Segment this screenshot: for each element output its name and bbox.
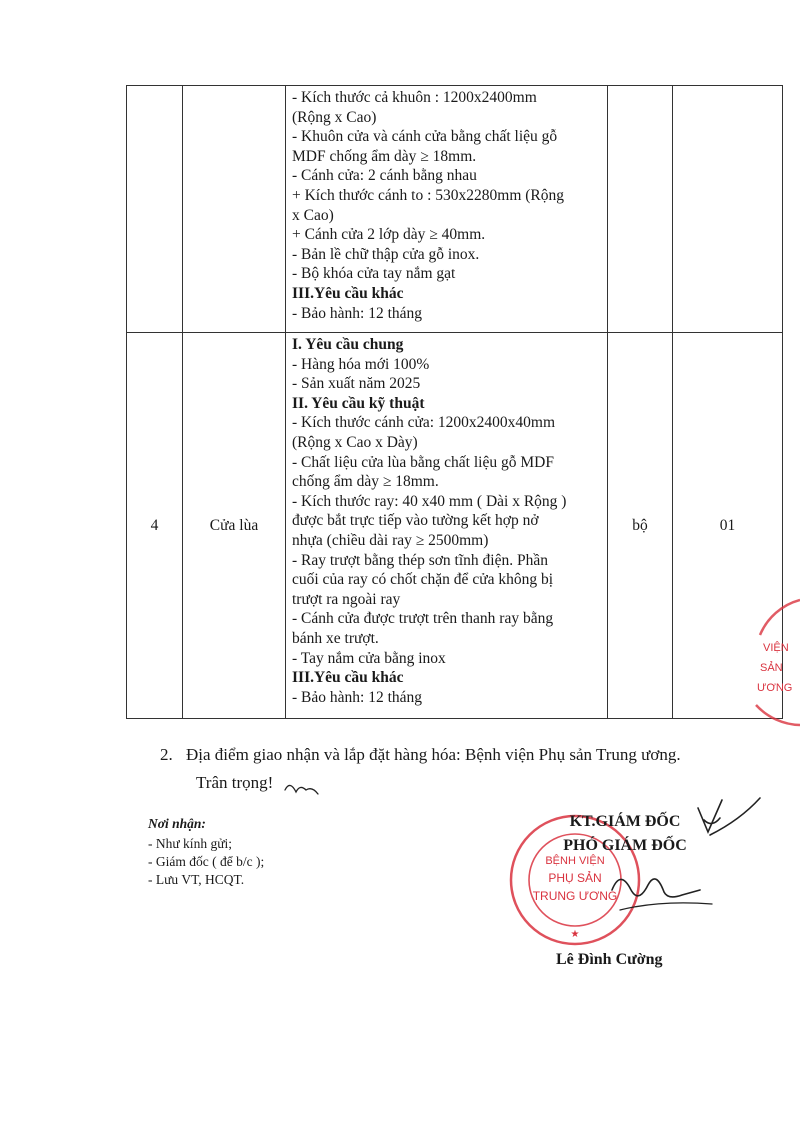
spec-line: - Khuôn cửa và cánh cửa bằng chất liệu gỗ bbox=[292, 128, 558, 146]
spec-line: - Bảo hành: 12 tháng bbox=[292, 688, 423, 706]
seal-text-line: BỆNH VIỆN bbox=[545, 855, 605, 867]
seal-text-line: PHỤ SẢN bbox=[548, 871, 602, 885]
spec-line: - Kích thước ray: 40 x40 mm ( Dài x Rộng ) bbox=[292, 492, 567, 510]
spec-line: + Kích thước cánh to : 530x2280mm (Rộng bbox=[292, 186, 565, 204]
signature-title-line2: PHÓ GIÁM ĐỐC bbox=[563, 837, 687, 854]
spec-line: bánh xe trượt. bbox=[292, 629, 379, 647]
spec-line: cuối của ray có chốt chặn để cửa không bị bbox=[292, 571, 554, 589]
recipient-item: - Lưu VT, HCQT. bbox=[148, 872, 245, 887]
edge-seal-text: VIỆN bbox=[763, 642, 789, 654]
section-heading: I. Yêu cầu chung bbox=[292, 336, 404, 353]
spec-line: - Cánh cửa được trượt trên thanh ray bằng bbox=[292, 610, 554, 628]
section-heading: II. Yêu cầu kỹ thuật bbox=[292, 394, 425, 412]
recipient-item: - Như kính gửi; bbox=[148, 836, 233, 851]
signature-block bbox=[520, 810, 730, 858]
spec-line: - Kích thước cả khuôn : 1200x2400mm bbox=[292, 89, 537, 106]
edge-seal-text: SẢN bbox=[760, 662, 783, 674]
spec-line: - Bảo hành: 12 tháng bbox=[292, 304, 423, 322]
spec-line: nhựa (chiều dài ray ≥ 2500mm) bbox=[292, 531, 489, 549]
spec-line: - Kích thước cánh cửa: 1200x2400x40mm bbox=[292, 414, 556, 432]
spec-line: (Rộng x Cao) bbox=[292, 108, 377, 126]
closing-text: Trân trọng! bbox=[196, 773, 274, 792]
spec-line: + Cánh cửa 2 lớp dày ≥ 40mm. bbox=[292, 226, 486, 244]
spec-line: - Chất liệu cửa lùa bằng chất liệu gỗ MDF bbox=[292, 453, 554, 471]
edge-seal bbox=[756, 600, 800, 725]
spec-line: - Cánh cửa: 2 cánh bằng nhau bbox=[292, 167, 477, 185]
spec-line: được bắt trực tiếp vào tường kết hợp nở bbox=[292, 512, 539, 530]
spec-line: - Tay nắm cửa bằng inox bbox=[292, 649, 446, 667]
spec-line: - Ray trượt bằng thép sơn tĩnh điện. Phần bbox=[292, 551, 548, 569]
signer-name: Lê Đình Cường bbox=[556, 951, 663, 968]
spec-line: - Bản lề chữ thập cửa gỗ inox. bbox=[292, 245, 480, 263]
item-number: 2. bbox=[160, 745, 173, 764]
stt-cell: 4 bbox=[127, 333, 183, 719]
spec-line: MDF chống ẩm dày ≥ 18mm. bbox=[292, 147, 477, 165]
section-heading: III.Yêu cầu khác bbox=[292, 284, 404, 302]
spec-line: (Rộng x Cao x Dày) bbox=[292, 433, 418, 451]
quantity-cell: 01 bbox=[673, 333, 783, 719]
svg-text:★: ★ bbox=[570, 929, 580, 940]
seal-text-line: TRUNG ƯƠNG bbox=[532, 889, 618, 903]
item-name-cell: Cửa lùa bbox=[183, 333, 286, 719]
signature-title-line1: KT.GIÁM ĐỐC bbox=[569, 813, 681, 830]
delivery-location-text: Địa điểm giao nhận và lắp đặt hàng hóa: Bệnh viện Phụ sản Trung ương. bbox=[186, 745, 681, 764]
section-heading: III.Yêu cầu khác bbox=[292, 669, 404, 687]
edge-seal-text: ƯƠNG bbox=[757, 682, 793, 694]
spec-line: trượt ra ngoài ray bbox=[292, 590, 401, 608]
recipient-item: - Giám đốc ( để b/c ); bbox=[148, 854, 265, 869]
unit-cell: bộ bbox=[608, 333, 673, 719]
spec-line: chống ẩm dày ≥ 18mm. bbox=[292, 473, 439, 491]
spec-line: - Hàng hóa mới 100% bbox=[292, 355, 430, 373]
spec-line: - Sản xuất năm 2025 bbox=[292, 375, 421, 393]
spec-line: x Cao) bbox=[292, 206, 334, 224]
spec-line: - Bộ khóa cửa tay nắm gạt bbox=[292, 265, 456, 283]
recipients-title: Nơi nhận: bbox=[148, 816, 206, 831]
